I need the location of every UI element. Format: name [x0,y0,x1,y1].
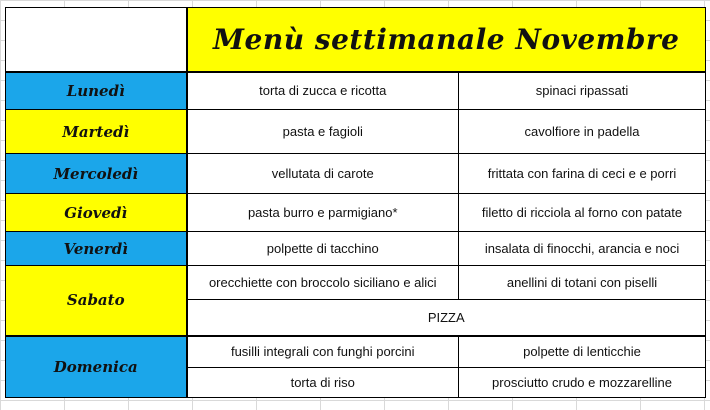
dish-sabato-pranzo-second[interactable]: anellini di totani con piselli [459,266,706,300]
dish-mercoledi-second[interactable]: frittata con farina di ceci e e porri [459,154,706,194]
day-domenica[interactable]: Domenica [6,336,187,398]
dish-venerdi-second[interactable]: insalata di finocchi, arancia e noci [459,232,706,266]
day-sabato[interactable]: Sabato [6,266,187,336]
dish-domenica-cena-first[interactable]: torta di riso [187,368,459,398]
dish-lunedi-first[interactable]: torta di zucca e ricotta [187,72,459,110]
dish-lunedi-second[interactable]: spinaci ripassati [459,72,706,110]
dish-sabato-cena[interactable]: PIZZA [187,300,706,336]
dish-mercoledi-first[interactable]: vellutata di carote [187,154,459,194]
corner-cell[interactable] [6,8,187,72]
dish-domenica-pranzo-first[interactable]: fusilli integrali con funghi porcini [187,336,459,368]
weekly-menu-table [5,7,706,398]
day-martedi[interactable]: Martedì [6,110,187,154]
day-lunedi[interactable]: Lunedì [6,72,187,110]
day-giovedi[interactable]: Giovedì [6,194,187,232]
dish-martedi-first[interactable]: pasta e fagioli [187,110,459,154]
dish-giovedi-second[interactable]: filetto di ricciola al forno con patate [459,194,706,232]
dish-giovedi-first[interactable]: pasta burro e parmigiano* [187,194,459,232]
dish-martedi-second[interactable]: cavolfiore in padella [459,110,706,154]
dish-sabato-pranzo-first[interactable]: orecchiette con broccolo siciliano e alici [187,266,459,300]
day-mercoledi[interactable]: Mercoledì [6,154,187,194]
day-venerdi[interactable]: Venerdì [6,232,187,266]
menu-title[interactable]: Menù settimanale Novembre [187,8,706,72]
dish-domenica-cena-second[interactable]: prosciutto crudo e mozzarelline [459,368,706,398]
dish-domenica-pranzo-second[interactable]: polpette di lenticchie [459,336,706,368]
dish-venerdi-first[interactable]: polpette di tacchino [187,232,459,266]
